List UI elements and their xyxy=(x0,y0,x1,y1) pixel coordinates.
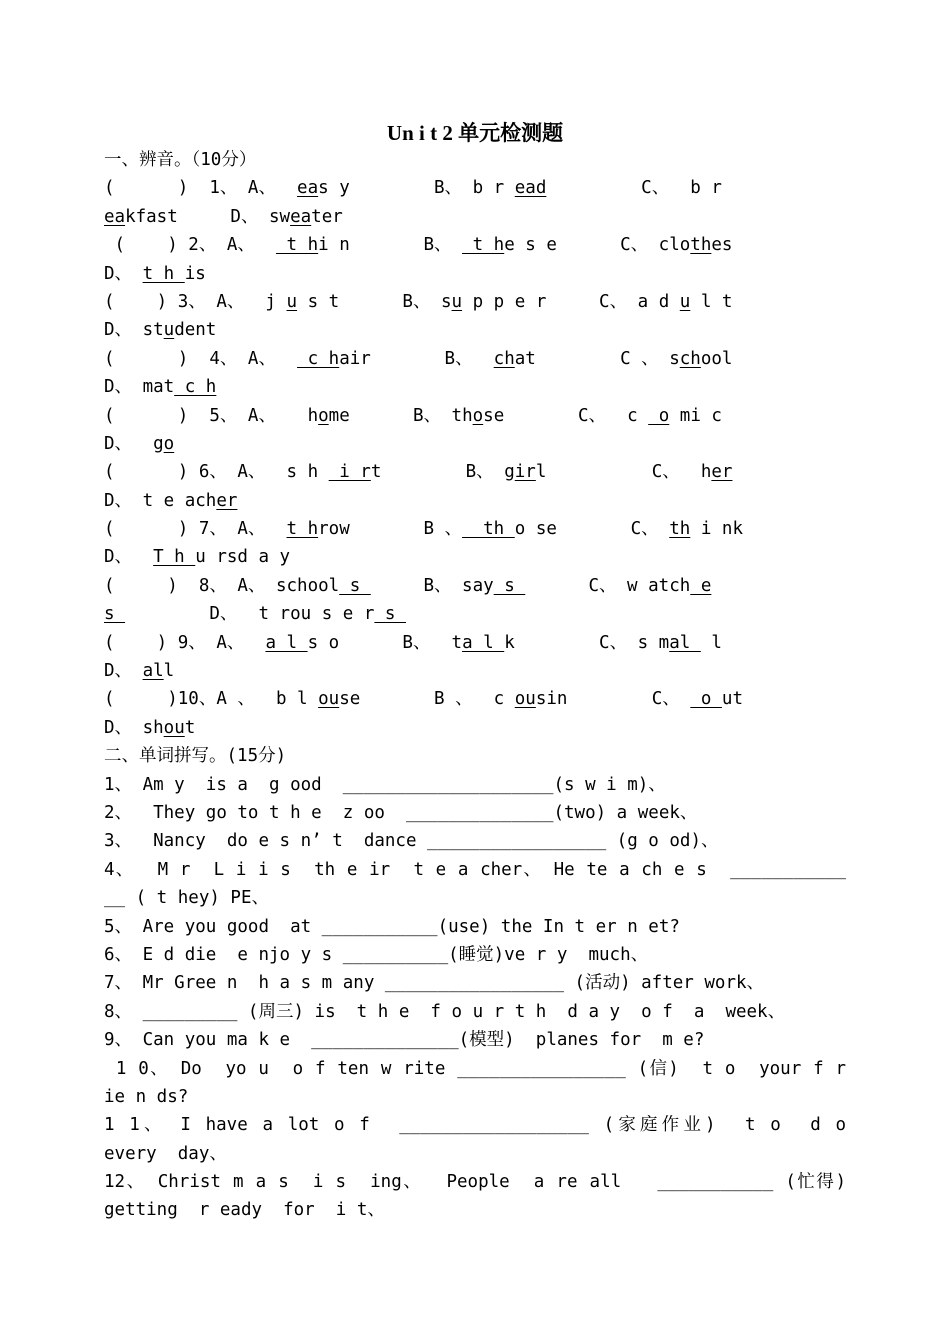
line-text: ( ) 7、 A、 xyxy=(104,519,287,540)
line-text: at C 、 s xyxy=(514,348,680,369)
line-text: D、 xyxy=(104,263,143,284)
line-text: D、 st xyxy=(104,320,164,341)
underlined-letters: o xyxy=(690,689,722,710)
line-text: e s e C、 clo xyxy=(504,235,691,256)
underlined-letters: ea xyxy=(104,206,126,227)
page-title: Un i t 2 单元检测题 xyxy=(386,121,564,145)
line-text: ( ) 6、 A、 s h xyxy=(104,462,329,483)
line-text: ( ) 5、 A、 h xyxy=(104,405,319,426)
underlined-letters: t h xyxy=(142,263,185,284)
line-text: ( ) 1、 A、 xyxy=(104,178,298,199)
phonics-line xyxy=(104,714,846,742)
underlined-letters: ch xyxy=(679,348,701,369)
spelling-question-line: 2、 They go to t h e z oo ______________(two) a week、 xyxy=(104,802,698,823)
phonics-line xyxy=(104,487,846,515)
spelling-question-line: 12、 Christ m a s i s ing、 People a re all ___________ (忙得) xyxy=(104,1172,846,1193)
line-text: D、 xyxy=(104,661,143,682)
line-text: se C、 c xyxy=(483,405,649,426)
line-text: is xyxy=(184,263,206,284)
underlined-letters: a l xyxy=(462,632,505,653)
phonics-line xyxy=(104,685,846,713)
underlined-letters: t h xyxy=(286,519,319,540)
line-text: s t B、 s xyxy=(297,291,452,312)
phonics-line xyxy=(104,458,846,486)
spelling-section xyxy=(104,771,846,1225)
line-text: air B、 xyxy=(339,348,494,369)
underlined-letters: a l xyxy=(265,632,308,653)
underlined-letters: c h xyxy=(174,377,217,398)
pronunciation-section xyxy=(104,174,846,742)
phonics-line xyxy=(104,629,846,657)
spelling-question-line: 4、 M r L i i s th e ir t e a cher、 He te a ch e s ___________ xyxy=(104,859,846,880)
line-text: ut xyxy=(721,689,743,710)
line-text: s y B、 b r xyxy=(318,178,515,199)
spelling-question-line: every day、 xyxy=(104,1143,227,1164)
line-text: ter xyxy=(311,206,343,227)
line-text: ( ) 4、 A、 xyxy=(104,348,298,369)
phonics-line xyxy=(104,657,846,685)
line-text: ( ) 9、 A、 xyxy=(104,632,266,653)
line-text: es xyxy=(711,235,733,256)
line-text: ( )10、A 、 b l xyxy=(104,689,319,710)
phonics-line xyxy=(104,203,846,231)
spelling-question-line: 1 1、 I have a lot o f __________________ (家庭作业) t o d o xyxy=(104,1115,846,1136)
spelling-question-line: 3、 Nancy do e s n’ t dance _________________ (g o od)、 xyxy=(104,831,719,852)
spelling-question-line: __ ( t hey) PE、 xyxy=(104,888,270,909)
spelling-question-line: ie n ds? xyxy=(104,1086,189,1107)
line-text: me B、 th xyxy=(328,405,473,426)
line-text: s o B、 t xyxy=(307,632,463,653)
phonics-line xyxy=(104,373,846,401)
underlined-letters: o xyxy=(472,405,484,426)
underlined-letters: T h xyxy=(153,547,196,568)
underlined-letters: s xyxy=(104,604,126,625)
underlined-letters: ou xyxy=(514,689,536,710)
spelling-question-line: 5、 Are you good at ___________(use) the In t er n et? xyxy=(104,916,680,937)
line-text: D、 t e ach xyxy=(104,490,217,511)
underlined-letters: ou xyxy=(163,717,185,738)
spelling-question-line: 1、 Am y is a g ood ____________________(s w i m)、 xyxy=(104,774,666,795)
underlined-letters: o xyxy=(648,405,670,426)
underlined-letters: th xyxy=(669,519,691,540)
phonics-line xyxy=(104,402,846,430)
section-2-heading: 二、单词拼写。(15分) xyxy=(104,746,287,767)
phonics-line xyxy=(104,430,846,458)
underlined-letters: al xyxy=(142,661,164,682)
line-text: ( ) 8、 A、 school xyxy=(104,575,340,596)
underlined-letters: al xyxy=(669,632,701,653)
underlined-letters: t h xyxy=(462,235,505,256)
underlined-letters: o xyxy=(163,433,175,454)
spelling-question-line: 8、 _________ (周三) is t h e f o u r t h d a y o f a week、 xyxy=(104,1001,786,1022)
line-text: D、 g xyxy=(104,433,164,454)
phonics-line xyxy=(104,288,846,316)
line-text: D、 xyxy=(104,547,154,568)
phonics-line xyxy=(104,174,846,202)
underlined-letters: u xyxy=(451,291,463,312)
line-text: D、 mat xyxy=(104,377,175,398)
spelling-question-line: 9、 Can you ma k e ______________(模型) planes for m e? xyxy=(104,1030,705,1051)
underlined-letters: ea xyxy=(297,178,319,199)
line-text: se B 、 c xyxy=(339,689,515,710)
line-text: p p e r C、 a d xyxy=(462,291,680,312)
phonics-line xyxy=(104,231,846,259)
underlined-letters: ch xyxy=(493,348,515,369)
line-text: u rsd a y xyxy=(195,547,291,568)
section-1-heading: 一、辨音。（10分） xyxy=(104,150,257,170)
underlined-letters: u xyxy=(679,291,691,312)
phonics-line xyxy=(104,572,846,600)
line-text: t B、 g xyxy=(370,462,515,483)
underlined-letters: i r xyxy=(328,462,371,483)
underlined-letters: s xyxy=(374,604,406,625)
line-text: l C、 h xyxy=(535,462,712,483)
line-text: ( ) 3、 A、 j xyxy=(104,291,287,312)
line-text: C、 w atch xyxy=(525,575,691,596)
phonics-line xyxy=(104,600,846,628)
line-text: l t xyxy=(690,291,733,312)
underlined-letters: ou xyxy=(318,689,340,710)
line-text: i nk xyxy=(690,519,743,540)
phonics-line xyxy=(104,543,846,571)
spelling-question-line: 7、 Mr Gree n h a s m any _________________ (活动) after work、 xyxy=(104,973,765,994)
underlined-letters: ead xyxy=(514,178,547,199)
underlined-letters: s xyxy=(339,575,371,596)
line-text: C、 b r xyxy=(546,178,722,199)
underlined-letters: t h xyxy=(275,235,319,256)
line-text: kfast D、 sw xyxy=(125,206,291,227)
line-text: l xyxy=(163,661,175,682)
phonics-line xyxy=(104,316,846,344)
underlined-letters: e xyxy=(690,575,712,596)
underlined-letters: u xyxy=(163,320,175,341)
line-text: t xyxy=(184,717,196,738)
underlined-letters: th xyxy=(462,519,515,540)
line-text: D、 sh xyxy=(104,717,164,738)
line-text: dent xyxy=(174,320,217,341)
line-text: D、 t rou s e r xyxy=(125,604,375,625)
underlined-letters: o xyxy=(318,405,329,426)
line-text: row B 、 xyxy=(318,519,463,540)
underlined-letters: er xyxy=(216,490,238,511)
spelling-question-line: getting r eady for i t、 xyxy=(104,1200,385,1221)
line-text: ( ) 2、 A、 xyxy=(104,235,276,256)
underlined-letters: c h xyxy=(297,348,340,369)
underlined-letters: s xyxy=(493,575,526,596)
underlined-letters: er xyxy=(711,462,733,483)
phonics-line xyxy=(104,260,846,288)
spelling-question-line: 6、 E d die e njo y s __________(睡觉)ve r y much、 xyxy=(104,944,649,965)
phonics-line xyxy=(104,515,846,543)
underlined-letters: ir xyxy=(514,462,536,483)
underlined-letters: u xyxy=(286,291,298,312)
underlined-letters: ea xyxy=(290,206,312,227)
line-text: l xyxy=(700,632,722,653)
line-text: o se C、 xyxy=(514,519,670,540)
line-text: k C、 s m xyxy=(504,632,670,653)
underlined-letters: th xyxy=(690,235,712,256)
worksheet-body xyxy=(104,146,846,1225)
line-text: i n B、 xyxy=(318,235,463,256)
phonics-line xyxy=(104,345,846,373)
line-text: B、 say xyxy=(370,575,494,596)
line-text: ool xyxy=(700,348,733,369)
spelling-question-line: 1 0、 Do yo u o f ten w rite ________________ (信) t o your f r xyxy=(104,1058,846,1079)
line-text: mi c xyxy=(669,405,722,426)
line-text: sin C、 xyxy=(535,689,691,710)
